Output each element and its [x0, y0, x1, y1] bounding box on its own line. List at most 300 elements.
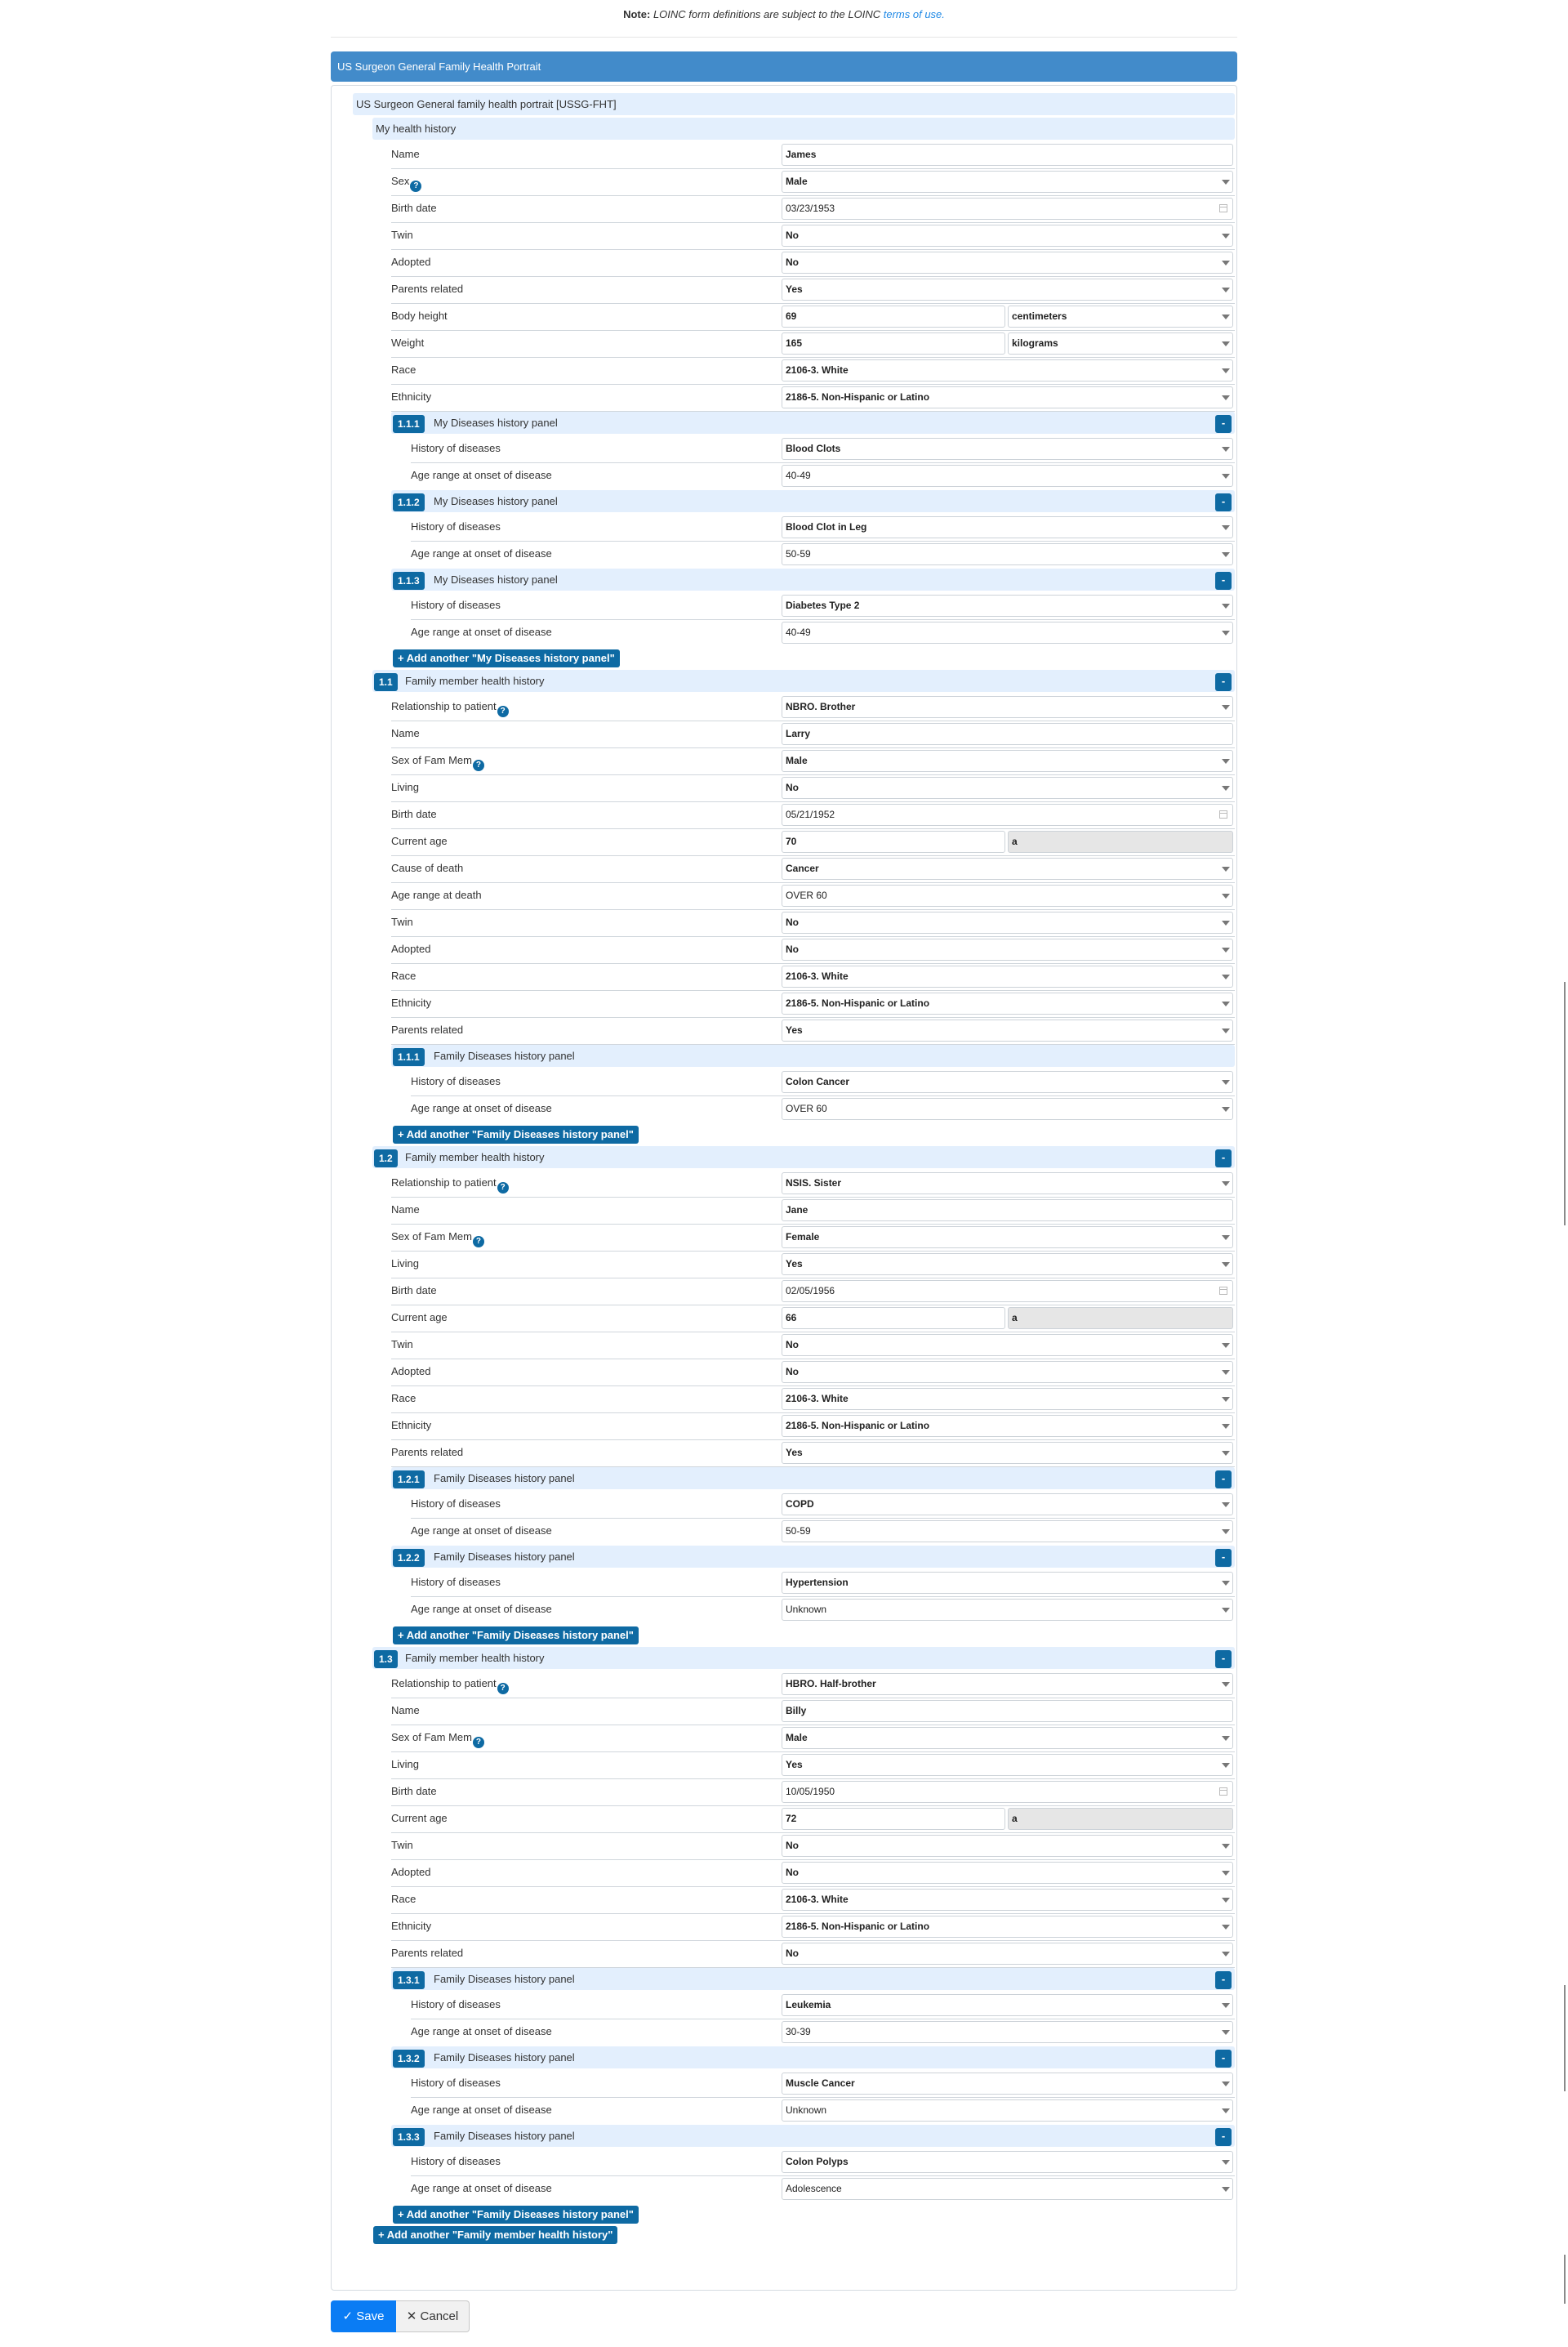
field-label: [391, 991, 431, 1015]
relationship-to-patient-field[interactable]: [782, 1172, 1233, 1194]
age-range-onset-select[interactable]: [782, 1599, 1233, 1621]
section-title: My Diseases history panel: [434, 417, 558, 429]
chevron-down-icon: [1222, 1682, 1230, 1687]
chevron-down-icon: [1222, 1529, 1230, 1534]
help-icon[interactable]: ?: [473, 760, 484, 771]
race-field[interactable]: [782, 1889, 1233, 1911]
parents-related-field[interactable]: [782, 1943, 1233, 1965]
adopted-field[interactable]: [782, 1361, 1233, 1383]
my-name-field[interactable]: [782, 144, 1233, 166]
value-text: 05/21/1952: [786, 809, 835, 820]
disease-row: [411, 2149, 1235, 2176]
living-field[interactable]: [782, 1253, 1233, 1275]
field-label-text: Birth date: [391, 808, 437, 820]
disease-row: [411, 2019, 1235, 2046]
field-label: [411, 620, 552, 645]
chevron-down-icon: [1222, 975, 1230, 979]
chevron-down-icon: [1222, 1370, 1230, 1375]
value-text: Unknown: [786, 2104, 827, 2116]
disease-row: [411, 463, 1235, 490]
my-weight-field[interactable]: [782, 332, 1005, 355]
my-health-row: [391, 304, 1235, 331]
history-of-diseases-select[interactable]: [782, 438, 1233, 460]
relationship-to-patient-field[interactable]: [782, 1673, 1233, 1695]
value-text: Yes: [786, 1024, 803, 1036]
cancel-button[interactable]: ✕ Cancel: [396, 2300, 470, 2332]
scroll-indicator: [1564, 2255, 1566, 2304]
my-body-height-field[interactable]: [782, 306, 1005, 328]
value-text: No: [786, 1867, 799, 1878]
disease-panel-header: [391, 1045, 1235, 1067]
field-label-text: Sex of Fam Mem: [391, 1230, 472, 1243]
value-text: No: [786, 1948, 799, 1959]
age-range-at-death-field[interactable]: [782, 885, 1233, 907]
remove-section-button[interactable]: -: [1215, 493, 1232, 511]
section-title: My Diseases history panel: [434, 495, 558, 507]
field-label-text: Birth date: [391, 1284, 437, 1296]
age-range-onset-select[interactable]: [782, 2021, 1233, 2043]
field-label: [391, 304, 448, 328]
sex-of-fam-mem-field[interactable]: [782, 1727, 1233, 1749]
chevron-down-icon: [1222, 759, 1230, 764]
current-age-field[interactable]: [782, 831, 1005, 853]
chevron-down-icon: [1222, 1844, 1230, 1849]
help-icon[interactable]: ?: [497, 706, 509, 717]
remove-section-button[interactable]: -: [1215, 2050, 1232, 2068]
disease-row: [411, 1492, 1235, 1519]
field-label: [391, 964, 416, 988]
name-field[interactable]: [782, 723, 1233, 745]
disease-panel-header: [391, 1968, 1235, 1990]
name-field[interactable]: [782, 1700, 1233, 1722]
calendar-icon[interactable]: [1219, 810, 1227, 819]
value-text: 2186-5. Non-Hispanic or Latino: [786, 1420, 930, 1431]
race-field[interactable]: [782, 966, 1233, 988]
field-label-text: Age range at onset of disease: [411, 2025, 552, 2037]
age-range-onset-select[interactable]: [782, 465, 1233, 487]
chevron-down-icon: [1222, 786, 1230, 791]
family-member-row: [391, 802, 1235, 829]
field-label-text: Birth date: [391, 1785, 437, 1797]
field-label: [391, 1671, 509, 1696]
field-label: [391, 1887, 416, 1912]
value-text: No: [786, 257, 799, 268]
help-icon[interactable]: ?: [497, 1683, 509, 1694]
chevron-down-icon: [1222, 631, 1230, 636]
value-text: Leukemia: [786, 1999, 831, 2010]
section-title: Family Diseases history panel: [434, 1973, 575, 1985]
remove-section-button[interactable]: -: [1215, 1650, 1232, 1668]
field-label-text: Name: [391, 1203, 420, 1216]
field-label-text: Age range at onset of disease: [411, 1524, 552, 1537]
current-age-field[interactable]: [782, 1307, 1005, 1329]
value-text: Blood Clots: [786, 443, 841, 454]
field-label-text: Adopted: [391, 943, 431, 955]
history-of-diseases-select[interactable]: [782, 2151, 1233, 2173]
value-text: No: [786, 1840, 799, 1851]
age-range-onset-select[interactable]: [782, 622, 1233, 644]
section-number-badge: 1.2: [374, 1149, 398, 1167]
field-label-text: Relationship to patient: [391, 700, 497, 712]
history-of-diseases-select[interactable]: [782, 1994, 1233, 2016]
field-label-text: History of diseases: [411, 1998, 501, 2010]
section-number-badge: 1.3.2: [393, 2050, 425, 2068]
chevron-down-icon: [1222, 288, 1230, 292]
field-label: [391, 1779, 437, 1804]
field-label: [411, 1570, 501, 1595]
add-family-member-button[interactable]: + Add another "Family member health history": [373, 2226, 617, 2244]
field-label-text: History of diseases: [411, 1497, 501, 1510]
field-label-text: Age range at onset of disease: [411, 626, 552, 638]
section-number-badge: 1.2.2: [393, 1549, 425, 1567]
value-text: Blood Clot in Leg: [786, 521, 867, 533]
field-label: [391, 1252, 419, 1276]
disease-row: [411, 593, 1235, 620]
chevron-down-icon: [1222, 1262, 1230, 1267]
field-label-text: Parents related: [391, 1947, 464, 1959]
value-text: 2106-3. White: [786, 1894, 849, 1905]
remove-section-button[interactable]: -: [1215, 673, 1232, 691]
unit-text: a: [1012, 1813, 1018, 1824]
chevron-down-icon: [1222, 1424, 1230, 1429]
family-member-row: [391, 1941, 1235, 1968]
chevron-down-icon: [1222, 894, 1230, 899]
remove-section-button[interactable]: -: [1215, 1971, 1232, 1989]
current-age-field[interactable]: [782, 1808, 1005, 1830]
value-text: Yes: [786, 1447, 803, 1458]
field-label-text: Adopted: [391, 1365, 431, 1377]
field-label-text: Name: [391, 1704, 420, 1716]
age-range-onset-select[interactable]: [782, 1520, 1233, 1542]
history-of-diseases-select[interactable]: [782, 1071, 1233, 1093]
family-member-row: [391, 748, 1235, 775]
family-member-header: [372, 670, 1235, 692]
family-member-row: [391, 1225, 1235, 1252]
disease-panel-header: [391, 490, 1235, 512]
section-number-badge: 1.1.3: [393, 572, 425, 590]
field-label-text: Relationship to patient: [391, 1677, 497, 1689]
field-label-text: History of diseases: [411, 599, 501, 611]
family-member-row: [391, 1752, 1235, 1779]
family-member-row: [391, 694, 1235, 721]
value-text: Jane: [786, 1204, 808, 1216]
field-label-text: Name: [391, 148, 420, 160]
chevron-down-icon: [1222, 1925, 1230, 1930]
chevron-down-icon: [1222, 2108, 1230, 2113]
disease-row: [411, 1992, 1235, 2019]
birth-date-field[interactable]: [782, 1781, 1233, 1803]
calendar-icon[interactable]: [1219, 1787, 1227, 1796]
chevron-down-icon: [1222, 474, 1230, 479]
family-member-header: [372, 1146, 1235, 1168]
family-member-row: [391, 1806, 1235, 1833]
family-member-row: [391, 1440, 1235, 1467]
field-label: [391, 1198, 420, 1222]
chevron-down-icon: [1222, 447, 1230, 452]
parents-related-field[interactable]: [782, 1020, 1233, 1042]
sex-of-fam-mem-field[interactable]: [782, 1226, 1233, 1248]
field-label-text: Twin: [391, 229, 413, 241]
age-range-onset-select[interactable]: [782, 543, 1233, 565]
birth-date-field[interactable]: [782, 1280, 1233, 1302]
family-member-row: [391, 964, 1235, 991]
value-text: James: [786, 149, 817, 160]
my-health-row: [391, 142, 1235, 169]
history-of-diseases-select[interactable]: [782, 595, 1233, 617]
loinc-note: [0, 8, 1568, 20]
history-of-diseases-select[interactable]: [782, 1572, 1233, 1594]
family-member-row: [391, 1725, 1235, 1752]
unit-select[interactable]: [1008, 332, 1233, 355]
chevron-down-icon: [1222, 604, 1230, 609]
value-text: 40-49: [786, 627, 811, 638]
my-health-row: [391, 358, 1235, 385]
field-label-text: Adopted: [391, 1866, 431, 1878]
field-label: [411, 463, 552, 488]
my-twin-field[interactable]: [782, 225, 1233, 247]
my-health-row: [391, 223, 1235, 250]
unit-readonly: [1008, 1307, 1233, 1329]
history-of-diseases-select[interactable]: [782, 516, 1233, 538]
field-label: [391, 910, 413, 935]
form-title: US Surgeon General Family Health Portrait: [331, 51, 1237, 82]
chevron-down-icon: [1222, 341, 1230, 346]
field-label-text: Parents related: [391, 1024, 464, 1036]
race-field[interactable]: [782, 1388, 1233, 1410]
field-label-text: Race: [391, 364, 416, 376]
chevron-down-icon: [1222, 2082, 1230, 2086]
value-text: No: [786, 944, 799, 955]
field-label-text: Weight: [391, 337, 425, 349]
value-text: 03/23/1953: [786, 203, 835, 214]
chevron-down-icon: [1222, 1107, 1230, 1112]
twin-field[interactable]: [782, 912, 1233, 934]
age-range-onset-select[interactable]: [782, 2099, 1233, 2122]
field-label: [391, 1806, 448, 1831]
section-number-badge: 1.3: [374, 1650, 398, 1668]
chevron-down-icon: [1222, 2003, 1230, 2008]
disease-row: [411, 542, 1235, 569]
scroll-indicator: [1564, 982, 1566, 1225]
unit-text: a: [1012, 1312, 1018, 1323]
scroll-indicator: [1564, 1985, 1566, 2091]
family-member-row: [391, 1359, 1235, 1386]
remove-section-button[interactable]: -: [1215, 1149, 1232, 1167]
chevron-down-icon: [1222, 1763, 1230, 1768]
relationship-to-patient-field[interactable]: [782, 696, 1233, 718]
remove-section-button[interactable]: -: [1215, 415, 1232, 433]
parents-related-field[interactable]: [782, 1442, 1233, 1464]
field-label-text: Name: [391, 727, 420, 739]
family-member-row: [391, 775, 1235, 802]
section-number-badge: 1.3.1: [393, 1971, 425, 1989]
add-family-disease-panel-button[interactable]: + Add another "Family Diseases history panel": [393, 1126, 639, 1144]
field-label: [391, 1833, 413, 1858]
ethnicity-field[interactable]: [782, 1916, 1233, 1938]
field-label-text: History of diseases: [411, 1576, 501, 1588]
my-parents-related-field[interactable]: [782, 279, 1233, 301]
add-family-disease-panel-button[interactable]: + Add another "Family Diseases history panel": [393, 1626, 639, 1644]
family-member-row: [391, 910, 1235, 937]
field-label: [391, 748, 484, 773]
value-text: 30-39: [786, 2026, 811, 2037]
unit-text: a: [1012, 836, 1018, 847]
field-label-text: Parents related: [391, 283, 464, 295]
field-label-text: Age range at onset of disease: [411, 1102, 552, 1114]
adopted-field[interactable]: [782, 1862, 1233, 1884]
note-text: LOINC form definitions are subject to the LOINC: [653, 8, 881, 20]
value-text: 69: [786, 310, 797, 322]
field-label: [391, 1698, 420, 1723]
value-text: OVER 60: [786, 1103, 827, 1114]
chevron-down-icon: [1222, 1581, 1230, 1586]
my-birth-date-field[interactable]: [782, 198, 1233, 220]
chevron-down-icon: [1222, 948, 1230, 953]
save-button[interactable]: ✓ Save: [331, 2300, 396, 2332]
field-label-text: Current age: [391, 1311, 448, 1323]
chevron-down-icon: [1222, 552, 1230, 557]
field-label: [391, 1332, 413, 1357]
my-health-row: [391, 331, 1235, 358]
disease-row: [411, 1570, 1235, 1597]
field-label: [391, 1860, 430, 1885]
field-label-text: Ethnicity: [391, 1419, 432, 1431]
help-icon[interactable]: ?: [473, 1737, 484, 1748]
history-of-diseases-select[interactable]: [782, 1493, 1233, 1515]
value-text: Cancer: [786, 863, 819, 874]
value-text: 02/05/1956: [786, 1285, 835, 1296]
field-label: [391, 331, 424, 355]
terms-of-use-link[interactable]: terms of use.: [883, 8, 945, 20]
family-member-row: [391, 829, 1235, 856]
family-member-header: [372, 1647, 1235, 1669]
chevron-down-icon: [1222, 234, 1230, 239]
field-label-text: Body height: [391, 310, 448, 322]
help-icon[interactable]: ?: [497, 1182, 509, 1194]
field-label-text: Sex of Fam Mem: [391, 754, 472, 766]
unit-readonly: [1008, 1808, 1233, 1830]
help-icon[interactable]: ?: [410, 181, 421, 192]
field-label: [391, 1752, 419, 1777]
add-my-disease-panel-button[interactable]: + Add another "My Diseases history panel": [393, 649, 620, 667]
living-field[interactable]: [782, 777, 1233, 799]
family-member-row: [391, 721, 1235, 748]
disease-row: [411, 2071, 1235, 2098]
remove-section-button[interactable]: -: [1215, 2128, 1232, 2146]
disease-row: [411, 1069, 1235, 1096]
field-label-text: Living: [391, 1758, 419, 1770]
unit-select[interactable]: [1008, 306, 1233, 328]
field-label: [391, 385, 431, 409]
field-label-text: Current age: [391, 835, 448, 847]
birth-date-field[interactable]: [782, 804, 1233, 826]
value-text: 2186-5. Non-Hispanic or Latino: [786, 997, 930, 1009]
cause-of-death-field[interactable]: [782, 858, 1233, 880]
field-label: [391, 196, 437, 221]
help-icon[interactable]: ?: [473, 1236, 484, 1247]
family-member-row: [391, 991, 1235, 1018]
chevron-down-icon: [1222, 525, 1230, 530]
family-member-row: [391, 1386, 1235, 1413]
chevron-down-icon: [1222, 705, 1230, 710]
value-text: OVER 60: [786, 890, 827, 901]
value-text: Larry: [786, 728, 811, 739]
chevron-down-icon: [1222, 2030, 1230, 2035]
living-field[interactable]: [782, 1754, 1233, 1776]
remove-section-button[interactable]: -: [1215, 1470, 1232, 1488]
remove-section-button[interactable]: -: [1215, 572, 1232, 590]
field-label-text: History of diseases: [411, 1075, 501, 1087]
value-text: Diabetes Type 2: [786, 600, 860, 611]
section-title: Family Diseases history panel: [434, 1551, 575, 1563]
remove-section-button[interactable]: -: [1215, 1549, 1232, 1567]
calendar-icon[interactable]: [1219, 204, 1227, 212]
section-title: Family member health history: [405, 1151, 545, 1163]
divider: [331, 37, 1237, 38]
age-range-onset-select[interactable]: [782, 1098, 1233, 1120]
family-member-row: [391, 1413, 1235, 1440]
value-text: 10/05/1950: [786, 1786, 835, 1797]
disease-panel-header: [391, 412, 1235, 434]
field-label: [391, 694, 509, 719]
field-label: [411, 1069, 501, 1094]
field-label: [391, 1386, 416, 1411]
value-text: 70: [786, 836, 797, 847]
section-number-badge: 1.2.1: [393, 1470, 425, 1488]
calendar-icon[interactable]: [1219, 1287, 1227, 1295]
chevron-down-icon: [1222, 1736, 1230, 1741]
field-label: [411, 2019, 552, 2044]
my-health-history-header: [372, 118, 1235, 140]
age-range-onset-select[interactable]: [782, 2178, 1233, 2200]
unit-readonly: [1008, 831, 1233, 853]
ethnicity-field[interactable]: [782, 1415, 1233, 1437]
twin-field[interactable]: [782, 1334, 1233, 1356]
value-text: 2186-5. Non-Hispanic or Latino: [786, 391, 930, 403]
chevron-down-icon: [1222, 368, 1230, 373]
my-health-row: [391, 169, 1235, 196]
my-sex-field[interactable]: [782, 171, 1233, 193]
value-text: Female: [786, 1231, 820, 1243]
family-member-row: [391, 883, 1235, 910]
chevron-down-icon: [1222, 1235, 1230, 1240]
my-ethnicity-field[interactable]: [782, 386, 1233, 408]
my-adopted-field[interactable]: [782, 252, 1233, 274]
field-label-text: Twin: [391, 1338, 413, 1350]
family-member-row: [391, 937, 1235, 964]
value-text: 2106-3. White: [786, 970, 849, 982]
name-field[interactable]: [782, 1199, 1233, 1221]
note-prefix: Note:: [623, 8, 651, 20]
field-label-text: Relationship to patient: [391, 1176, 497, 1189]
twin-field[interactable]: [782, 1835, 1233, 1857]
adopted-field[interactable]: [782, 939, 1233, 961]
history-of-diseases-select[interactable]: [782, 2073, 1233, 2095]
sex-of-fam-mem-field[interactable]: [782, 750, 1233, 772]
value-text: 66: [786, 1312, 797, 1323]
section-title: Family Diseases history panel: [434, 2130, 575, 2142]
ethnicity-field[interactable]: [782, 993, 1233, 1015]
add-family-disease-panel-button[interactable]: + Add another "Family Diseases history panel": [393, 2206, 639, 2224]
field-label: [391, 277, 463, 301]
value-text: Unknown: [786, 1604, 827, 1615]
field-label-text: History of diseases: [411, 520, 501, 533]
my-race-field[interactable]: [782, 359, 1233, 381]
field-label: [391, 856, 463, 881]
field-label: [411, 2071, 501, 2095]
field-label: [391, 1941, 463, 1966]
chevron-down-icon: [1222, 1502, 1230, 1507]
